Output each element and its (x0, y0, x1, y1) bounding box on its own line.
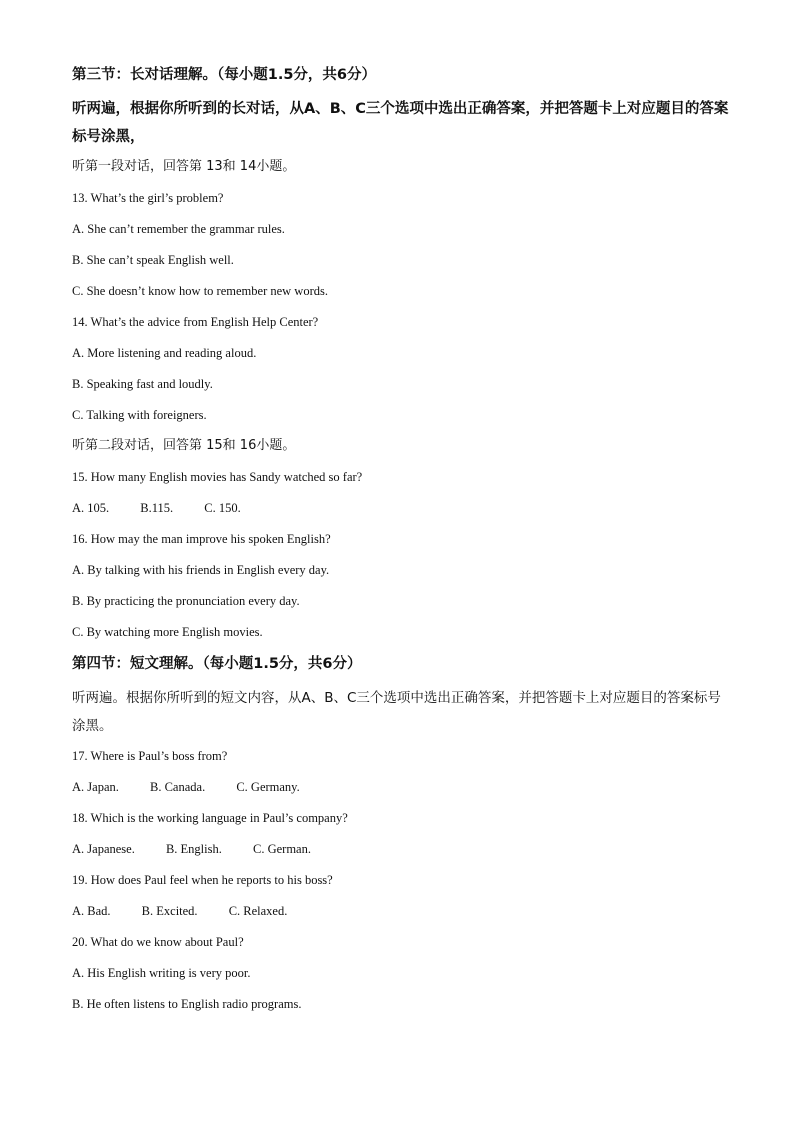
q19-options (72, 901, 732, 921)
q16-stem: 16. How may the man improve his spoken English? (72, 532, 331, 546)
q13-option-c: C. She doesn’t know how to remember new words. (72, 284, 328, 298)
q17-option-a: A. Japan. (72, 780, 119, 794)
q17-options (72, 777, 732, 797)
q17-option-b: B. Canada. (150, 780, 206, 794)
q17-stem: 17. Where is Paul’s boss from? (72, 749, 228, 763)
q14-option-b: B. Speaking fast and loudly. (72, 377, 213, 391)
q14-option-a: A. More listening and reading aloud. (72, 346, 257, 360)
q15-option-a: A. 105. (72, 501, 110, 515)
q19-option-c: C. Relaxed. (228, 904, 288, 918)
section3-part1: 听第一段对话，回答第 13和 14小题。 (72, 159, 296, 174)
q16-option-b: B. By practicing the pronunciation every day. (72, 594, 300, 608)
q16-option-a: A. By talking with his friends in English every day. (72, 563, 330, 577)
q18-options (72, 839, 732, 859)
q18-option-b: B. English. (165, 842, 222, 856)
q18-stem: 18. Which is the working language in Paul’s company? (72, 811, 348, 825)
q15-options (72, 498, 732, 518)
section4-instruction: 听两遍。根据你所听到的短文内容，从A、B、C三个选项中选出正确答案，并把答题卡上对应题目的答案标号涂黑。 (72, 690, 721, 734)
q17-option-c: C. Germany. (236, 780, 300, 794)
q19-option-b: B. Excited. (141, 904, 198, 918)
q15-stem: 15. How many English movies has Sandy watched so far? (72, 470, 363, 484)
section3-part2: 听第二段对话，回答第 15和 16小题。 (72, 438, 296, 453)
section3-instruction: 听两遍，根据你所听到的长对话，从A、B、C三个选项中选出正确答案，并把答题卡上对应题目的答案标号涂黑， (72, 101, 729, 145)
q20-option-b: B. He often listens to English radio programs. (72, 997, 302, 1011)
q13-stem: 13. What’s the girl’s problem? (72, 191, 224, 205)
q16-option-c: C. By watching more English movies. (72, 625, 263, 639)
q19-stem: 19. How does Paul feel when he reports to his boss? (72, 873, 333, 887)
q14-option-c: C. Talking with foreigners. (72, 408, 207, 422)
q18-option-a: A. Japanese. (72, 842, 135, 856)
q14-stem: 14. What’s the advice from English Help Center? (72, 315, 319, 329)
q15-option-c: C. 150. (204, 501, 241, 515)
q15-option-b: B.115. (140, 501, 174, 515)
q13-option-a: A. She can’t remember the grammar rules. (72, 222, 285, 236)
q20-stem: 20. What do we know about Paul? (72, 935, 244, 949)
section4-heading: 第四节：短文理解。（每小题1.5分，共6分） (72, 656, 362, 672)
q18-option-c: C. German. (253, 842, 311, 856)
section3-heading: 第三节：长对话理解。（每小题1.5分，共6分） (72, 67, 377, 83)
q20-option-a: A. His English writing is very poor. (72, 966, 251, 980)
q19-option-a: A. Bad. (72, 904, 111, 918)
q13-option-b: B. She can’t speak English well. (72, 253, 234, 267)
exam-page (72, 64, 732, 1025)
